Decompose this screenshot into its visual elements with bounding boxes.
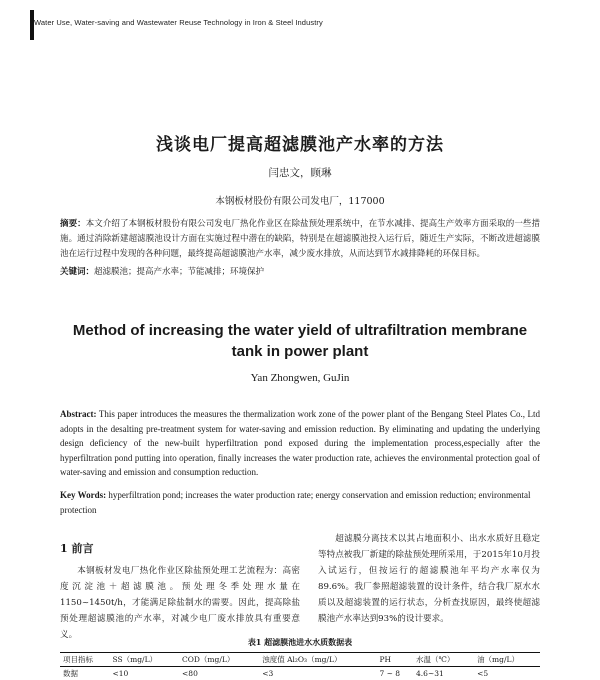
english-abstract-text: This paper introduces the measures the thermalization work zone of the power plant of the Bengang Steel Plates Co., Ltd adopts in the desalting pre-treatment system for water-saving and emission reduction. By eliminating and updating the underlying design deficiency of the new-built hyperfiltration pond exposed during the implementation process,especially after the hyperfiltration pond putting into operation, finally increases the water production rate, achieves the environmental protection goal of water-saving and emission and consumption reduction. <box>60 409 540 477</box>
chinese-authors: 闫忠文，顾琳 <box>268 167 332 179</box>
english-title-line1: Method of increasing the water yield of ultrafiltration membrane <box>72 322 528 339</box>
table-cell: <3 <box>262 669 274 678</box>
chinese-keywords-label: 关键词： <box>60 267 95 277</box>
water-quality-table <box>60 652 540 680</box>
english-title <box>0 320 600 362</box>
chinese-keywords <box>60 265 540 277</box>
table-caption: 表1 超滤膜池进水水质数据表 <box>247 637 353 647</box>
section-heading: 1 前言 <box>60 542 94 555</box>
chinese-keywords-text: 超滤膜池；提高产水率；节能减排；环境保护 <box>94 267 265 277</box>
section-right-column: 超滤膜分离技术以其占地面积小、出水水质好且稳定等特点被我厂新建的除盐预处理所采用，于2015年10月投入试运行，但按运行的超滤膜池年平均产水率仅为89.6%。我厂参照超滤装置的设计条件，结合我厂原水水质以及超滤装置的运行状态，分析查找原因，最终使超滤膜池产水率达到93%的设计要求。 <box>318 534 540 624</box>
table-row <box>60 667 540 680</box>
table-header: 项目指标 <box>60 653 109 667</box>
table-header: PH <box>376 653 413 667</box>
english-abstract <box>60 407 540 480</box>
table-cell: 4.6~31 <box>416 669 444 678</box>
english-authors: Yan Zhongwen, GuJin <box>250 372 350 384</box>
english-keywords-label: Key Words: <box>60 490 107 500</box>
table-cell: <10 <box>112 669 129 678</box>
table-header: SS（mg/L） <box>109 653 179 667</box>
english-keywords <box>60 488 540 517</box>
table-cell: 7 ~ 8 <box>379 669 401 678</box>
chinese-affiliation: 本钢板材股份有限公司发电厂，117000 <box>215 196 385 207</box>
english-abstract-label: Abstract: <box>60 409 97 419</box>
table-header: 油（mg/L） <box>474 653 540 667</box>
table-row-label: 数据 <box>63 669 78 678</box>
table-cell: <80 <box>182 669 198 678</box>
table-header: 水温（℃） <box>413 653 474 667</box>
table-cell: <5 <box>477 669 489 678</box>
chinese-abstract-label: 摘要： <box>60 219 86 229</box>
english-keywords-text: hyperfiltration pond; increases the water production rate; energy conservation and emission reduction; environmental protection <box>60 490 531 515</box>
section-left-column: 本钢板材发电厂热化作业区除盐预处理工艺流程为：高密度沉淀池＋超滤膜池。预处理冬季处理水量在1150~1450t/h，才能满足除盐制水的需要。因此，提高除盐预处理超滤膜池的产水率，对减少电厂废水排放具有重要意义。 <box>60 566 300 640</box>
table-header-row <box>60 653 540 667</box>
chinese-abstract <box>60 217 540 262</box>
table-header: 浊度值 Al₂O₃（mg/L） <box>259 653 376 667</box>
running-head: Water Use, Water-saving and Wastewater Reuse Technology in Iron & Steel Industry <box>34 18 323 27</box>
table-header: COD（mg/L） <box>179 653 259 667</box>
english-title-line2: tank in power plant <box>231 343 369 360</box>
chinese-abstract-text: 本文介绍了本钢板材股份有限公司发电厂热化作业区在除盐预处理系统中，在节水减排、提高生产效率方面采取的一些措施。通过消除新建超滤膜池设计方面在实施过程中潜在的缺陷，特别是在超滤膜池投入运行后，随近生产实际，不断改进超滤膜池在运行过程中发现的各种问题，最终提高超滤膜池产水率，减少废水排放，从而达到节水减排降耗的环保目标。 <box>60 219 540 259</box>
chinese-title: 浅谈电厂提高超滤膜池产水率的方法 <box>156 135 444 155</box>
